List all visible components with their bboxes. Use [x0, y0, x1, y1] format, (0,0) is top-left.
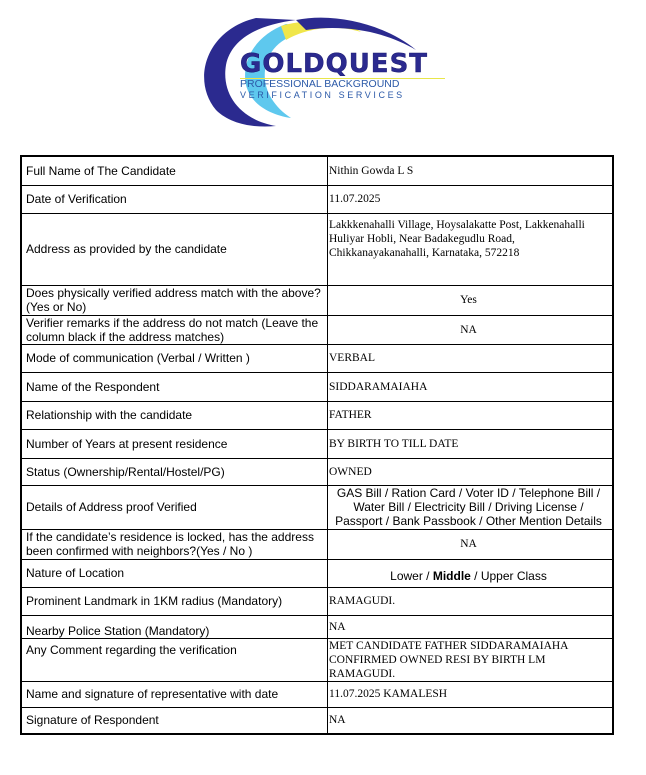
table-row [21, 156, 613, 185]
location-upper: / Upper Class [470, 569, 547, 583]
row-value: NA [328, 615, 614, 638]
table-row [21, 529, 613, 559]
row-value: FATHER [328, 401, 614, 429]
logo-brand-text: GOLDQUEST [240, 49, 429, 79]
table-row [21, 458, 613, 485]
row-label: Relationship with the candidate [21, 401, 328, 429]
table-row [21, 401, 613, 429]
row-value: OWNED [328, 458, 614, 485]
row-label: Nearby Police Station (Mandatory) [21, 615, 328, 638]
row-label: If the candidate’s residence is locked, has the address been confirmed with neighbors?(Yes / No ) [21, 529, 328, 559]
table-row [21, 707, 613, 734]
row-value: NA [328, 315, 614, 344]
row-value: GAS Bill / Ration Card / Voter ID / Telephone Bill / Water Bill / Electricity Bill / Driving License / Passport / Bank Passbook / Other Mention Details [328, 485, 614, 529]
row-value: VERBAL [328, 344, 614, 372]
row-label: Date of Verification [21, 185, 328, 213]
table-row [21, 587, 613, 615]
row-label: Signature of Respondent [21, 707, 328, 734]
row-label: Number of Years at present residence [21, 429, 328, 458]
row-value: RAMAGUDI. [328, 587, 614, 615]
row-value: Lakkkenahalli Village, Hoysalakatte Post, Lakkenahalli Huliyar Hobli, Near Badakegudlu Road, Chikkanayakanahalli, Karnataka, 572218 [328, 213, 614, 285]
table-row [21, 315, 613, 344]
table-row [21, 615, 613, 638]
goldquest-logo [186, 10, 456, 130]
row-label: Full Name of The Candidate [21, 156, 328, 185]
table-row [21, 344, 613, 372]
row-value: MET CANDIDATE FATHER SIDDARAMAIAHA CONFIRMED OWNED RESI BY BIRTH LM RAMAGUDI. [328, 638, 614, 681]
table-row [21, 638, 613, 681]
row-label: Address as provided by the candidate [21, 213, 328, 285]
row-label: Nature of Location [21, 559, 328, 587]
location-lower-upper: Lower / [390, 569, 433, 583]
verification-table [20, 155, 614, 735]
row-value: Yes [328, 285, 614, 315]
row-label: Does physically verified address match with the above? (Yes or No) [21, 285, 328, 315]
row-label: Status (Ownership/Rental/Hostel/PG) [21, 458, 328, 485]
row-value: BY BIRTH TO TILL DATE [328, 429, 614, 458]
row-value: Nithin Gowda L S [328, 156, 614, 185]
table-row [21, 213, 613, 285]
row-value [328, 559, 614, 587]
row-value: NA [328, 529, 614, 559]
row-label: Mode of communication (Verbal / Written ) [21, 344, 328, 372]
table-row [21, 185, 613, 213]
table-row [21, 485, 613, 529]
row-label: Prominent Landmark in 1KM radius (Mandatory) [21, 587, 328, 615]
table-row [21, 559, 613, 587]
table-row [21, 681, 613, 707]
location-selected: Middle [432, 569, 471, 583]
row-label: Name of the Respondent [21, 372, 328, 401]
table-row [21, 372, 613, 401]
row-label: Any Comment regarding the verification [21, 638, 328, 681]
table-row [21, 285, 613, 315]
logo-tagline-1: PROFESSIONAL BACKGROUND [240, 78, 445, 90]
row-label: Verifier remarks if the address do not match (Leave the column black if the address matches) [21, 315, 328, 344]
row-label: Details of Address proof Verified [21, 485, 328, 529]
row-value: 11.07.2025 KAMALESH [328, 681, 614, 707]
row-value: 11.07.2025 [328, 185, 614, 213]
row-label: Name and signature of representative with date [21, 681, 328, 707]
logo-tagline-2: VERIFICATION SERVICES [240, 90, 405, 100]
row-value: NA [328, 707, 614, 734]
row-value: SIDDARAMAIAHA [328, 372, 614, 401]
table-row [21, 429, 613, 458]
